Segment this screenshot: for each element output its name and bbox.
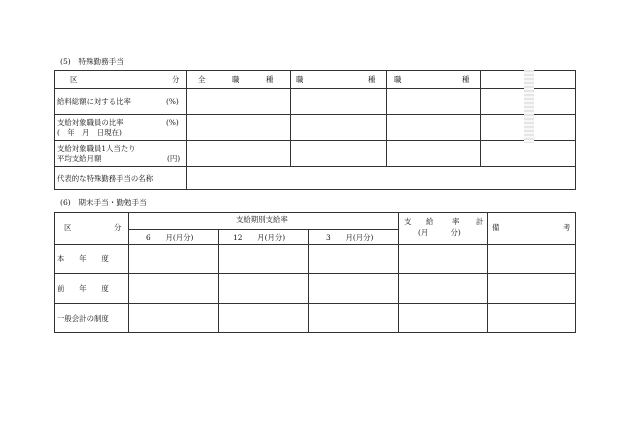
all-job-char-3: 種 <box>266 75 274 84</box>
total-rate-char-4: 計 <box>476 217 484 226</box>
kubun-left-label-6: 区 <box>64 223 72 232</box>
total-rate-char-1: 支 <box>404 217 412 226</box>
job-type-2-char-1: 職 <box>394 75 402 84</box>
previous-fiscal-year-label: 前 年 度 <box>57 284 109 293</box>
avg-monthly-amount-label-2: 平均支給月額 <box>57 154 102 163</box>
total-rate-char-2: 給 <box>426 217 434 226</box>
all-job-char-2: 職 <box>232 75 240 84</box>
avg-monthly-amount-unit: (円) <box>167 154 181 163</box>
salary-ratio-label: 給料総額に対する比率 <box>57 97 131 106</box>
current-fiscal-year-label: 本 年 度 <box>57 254 109 263</box>
job-type-1-char-2: 種 <box>368 75 376 84</box>
remarks-char-2: 考 <box>563 223 571 232</box>
eligible-staff-ratio-unit: (%) <box>166 118 179 127</box>
as-of-date-label: ( 年 月 日現在) <box>57 128 122 137</box>
march-header: 3 月(月分) <box>326 233 374 242</box>
representative-allowance-label: 代表的な特殊勤務手当の名称 <box>57 174 154 183</box>
salary-ratio-unit: (%) <box>166 97 179 106</box>
total-rate-unit: (月 分) <box>418 228 461 237</box>
shaded-column-divider <box>524 70 534 143</box>
kubun-right-label: 分 <box>172 75 180 84</box>
kubun-left-label: 区 <box>70 75 78 84</box>
december-header: 12 月(月分) <box>233 233 286 242</box>
payment-period-rate-header: 支給期別支給率 <box>236 215 288 224</box>
june-header: 6 月(月分) <box>146 233 194 242</box>
remarks-char-1: 備 <box>492 223 500 232</box>
avg-monthly-amount-label-1: 支給対象職員1人当たり <box>57 144 136 153</box>
section-6-title: (6) 期末手当・勤勉手当 <box>60 198 147 207</box>
all-job-char-1: 全 <box>198 75 206 84</box>
kubun-right-label-6: 分 <box>114 223 122 232</box>
section-5-title: (5) 特殊勤務手当 <box>60 57 124 66</box>
general-account-system-label: 一般会計の制度 <box>57 314 109 323</box>
total-rate-char-3: 率 <box>452 217 460 226</box>
eligible-staff-ratio-label: 支給対象職員の比率 <box>57 118 124 127</box>
job-type-1-char-1: 職 <box>296 75 304 84</box>
job-type-2-char-2: 種 <box>462 75 470 84</box>
